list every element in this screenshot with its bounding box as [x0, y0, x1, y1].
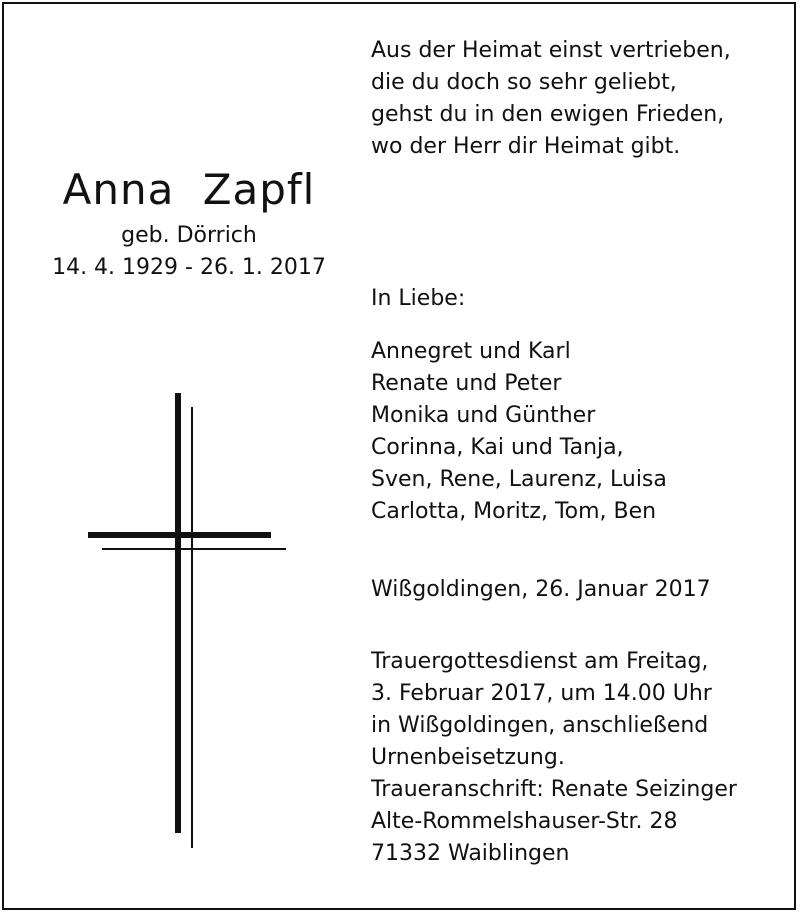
service-line: Urnenbeisetzung. — [371, 745, 565, 770]
poem-line: die du doch so sehr geliebt, — [371, 70, 677, 95]
poem-line: gehst du in den ewigen Frieden, — [371, 102, 725, 127]
service-info — [371, 646, 737, 870]
service-line: Alte-Rommelshauser-Str. 28 — [371, 809, 678, 834]
mourner-line: Sven, Rene, Laurenz, Luisa — [371, 467, 667, 492]
mourners-list — [371, 336, 667, 528]
service-line: 3. Februar 2017, um 14.00 Uhr — [371, 681, 712, 706]
poem-line: wo der Herr dir Heimat gibt. — [371, 134, 681, 159]
poem — [371, 35, 731, 163]
mourner-line: Carlotta, Moritz, Tom, Ben — [371, 499, 657, 524]
poem-line: Aus der Heimat einst vertrieben, — [371, 38, 731, 63]
service-line: 71332 Waiblingen — [371, 841, 570, 866]
deceased-name: Anna Zapfl — [62, 165, 316, 214]
life-dates: 14. 4. 1929 - 26. 1. 2017 — [52, 255, 326, 280]
mourner-line: Renate und Peter — [371, 371, 562, 396]
mourner-line: Corinna, Kai und Tanja, — [371, 435, 624, 460]
maiden-name: geb. Dörrich — [121, 223, 257, 248]
service-line: Trauergottesdienst am Freitag, — [371, 649, 709, 674]
mourner-line: Monika und Günther — [371, 403, 596, 428]
service-line: Traueranschrift: Renate Seizinger — [371, 777, 737, 802]
service-line: in Wißgoldingen, anschließend — [371, 713, 709, 738]
love-heading: In Liebe: — [371, 286, 466, 311]
mourner-line: Annegret und Karl — [371, 339, 571, 364]
place-date: Wißgoldingen, 26. Januar 2017 — [371, 577, 711, 602]
